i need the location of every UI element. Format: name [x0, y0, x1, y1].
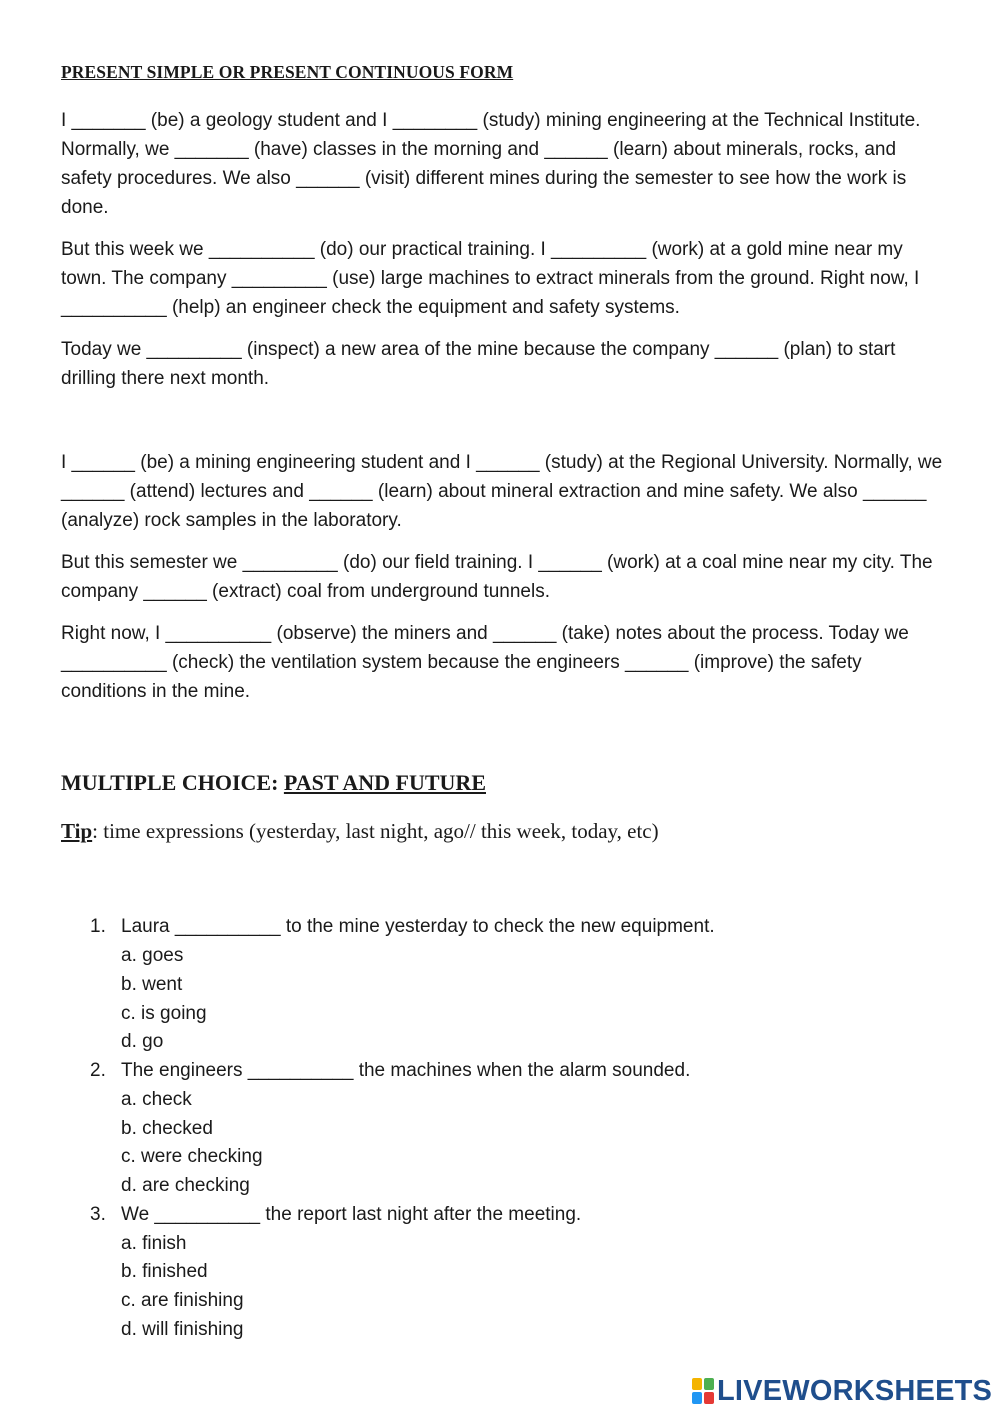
question-3-option-b: b. finished — [121, 1261, 208, 1282]
question-text: The engineers __________ the machines when the alarm sounded. — [121, 1060, 691, 1081]
paragraph-3: Today we _________ (inspect) a new area of the mine because the company ______ (plan) to start drilling there next month. — [61, 339, 896, 389]
question-3-option-c: c. are finishing — [121, 1290, 244, 1311]
tip-line — [61, 819, 659, 844]
question-number: 3. — [90, 1204, 106, 1225]
logo-text: LIVEWORKSHEETS — [717, 1374, 993, 1407]
paragraph-5: But this semester we _________ (do) our field training. I ______ (work) at a coal mine near my city. The company ______ (extract) coal from underground tunnels. — [61, 552, 933, 602]
paragraph-1: I _______ (be) a geology student and I ________ (study) mining engineering at the Technical Institute. Normally, we _______ (have) classes in the morning and ______ (learn) about minerals, rocks, and safety procedures. We also ______ (visit) different mines during the semester to see how the work is done. — [61, 110, 921, 218]
question-text: We __________ the report last night after the meeting. — [121, 1204, 582, 1225]
question-1-option-a: a. goes — [121, 945, 184, 966]
heading-underlined: PAST AND FUTURE — [283, 770, 486, 795]
question-2-option-a: a. check — [121, 1089, 192, 1110]
question-number: 1. — [90, 916, 106, 937]
question-text: Laura __________ to the mine yesterday to check the new equipment. — [121, 916, 715, 937]
question-2-option-c: c. were checking — [121, 1146, 263, 1167]
question-2-option-b: b. checked — [121, 1118, 213, 1139]
paragraph-2: But this week we __________ (do) our practical training. I _________ (work) at a gold mine near my town. The company _________ (use) large machines to extract minerals from the ground. Right now, I __________ (help) an engineer check the equipment and safety systems. — [61, 239, 920, 318]
paragraph-4: I ______ (be) a mining engineering student and I ______ (study) at the Regional University. Normally, we ______ (attend) lectures and ______ (learn) about mineral extraction and mine safety. We also ______ (analyze) rock samples in the laboratory. — [61, 452, 943, 531]
question-1-option-b: b. went — [121, 974, 183, 995]
question-3-option-a: a. finish — [121, 1233, 187, 1254]
question-2-option-d: d. are checking — [121, 1175, 250, 1196]
liveworksheets-logo-icon — [692, 1378, 714, 1404]
paragraph-6: Right now, I __________ (observe) the miners and ______ (take) notes about the process. Today we __________ (check) the ventilation system because the engineers ______ (improve) the safety conditions in the mine. — [61, 623, 909, 702]
tip-text: : time expressions (yesterday, last night, ago// this week, today, etc) — [92, 819, 659, 843]
question-3-option-d: d. will finishing — [121, 1319, 244, 1340]
question-1-option-c: c. is going — [121, 1003, 207, 1024]
question-2 — [90, 1056, 690, 1085]
tip-label: Tip — [61, 819, 93, 843]
question-1-option-d: d. go — [121, 1031, 164, 1052]
question-number: 2. — [90, 1060, 106, 1081]
question-1 — [90, 912, 715, 941]
question-3 — [90, 1200, 581, 1229]
liveworksheets-logo — [692, 1374, 992, 1408]
multiple-choice-heading — [61, 770, 486, 796]
heading-prefix: MULTIPLE CHOICE: — [61, 770, 284, 795]
worksheet-title: PRESENT SIMPLE OR PRESENT CONTINUOUS FORM — [61, 62, 514, 82]
